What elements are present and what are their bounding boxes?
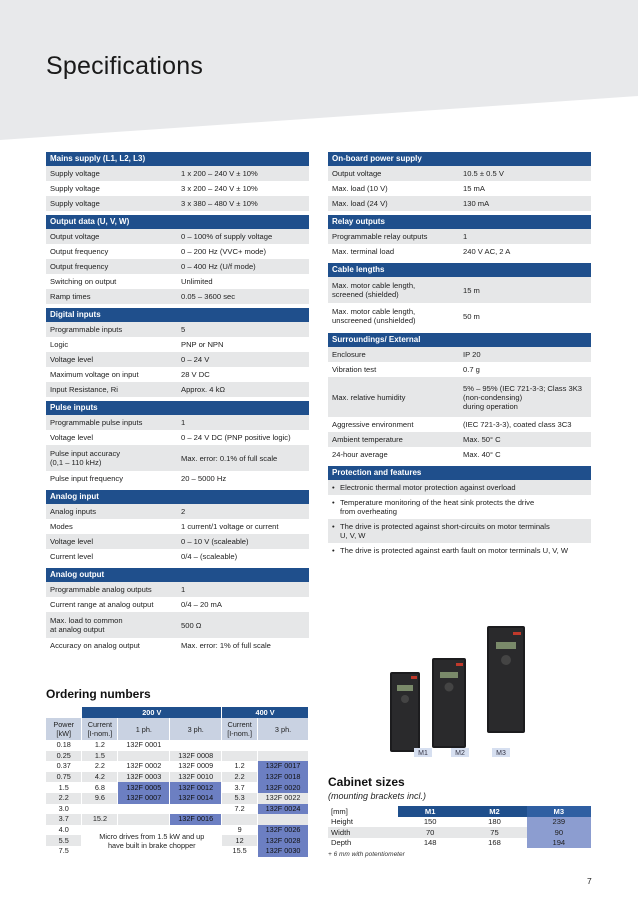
spec-row (46, 415, 309, 430)
ordering-cell (170, 804, 222, 815)
ordering-cell: 0.37 (46, 761, 82, 772)
ordering-cell: 3.7 (46, 814, 82, 825)
cabinet-dimension-value: 194 (527, 838, 591, 849)
ordering-cell: 132F 0007 (118, 793, 170, 804)
spec-value: 1 (177, 582, 309, 597)
cabinet-dimension-value: 70 (398, 827, 462, 838)
cabinet-dimension-value: 148 (398, 838, 462, 849)
spec-label: Ramp times (46, 289, 177, 304)
spec-row (328, 447, 591, 462)
section-header-protection-and-features: Protection and features (328, 466, 591, 480)
spec-label: Maximum voltage on input (46, 367, 177, 382)
spec-row (46, 534, 309, 549)
spec-row (46, 181, 309, 196)
voltage-400-header: 400 V (222, 707, 309, 718)
spec-row (46, 612, 309, 638)
spec-value: Approx. 4 kΩ (177, 382, 309, 397)
ordering-cell (118, 814, 170, 825)
spec-row (328, 417, 591, 432)
spec-value: 0.05 – 3600 sec (177, 289, 309, 304)
ordering-cell: 132F 0002 (118, 761, 170, 772)
spec-value: Max. error: 0.1% of full scale (177, 445, 309, 471)
spec-value: 3 x 380 – 480 V ± 10% (177, 196, 309, 211)
spec-row (46, 352, 309, 367)
spec-label: Aggressive environment (328, 417, 459, 432)
ordering-cell (118, 804, 170, 815)
spec-row (328, 277, 591, 303)
spec-label: Programmable relay outputs (328, 229, 459, 244)
cabinet-dimension-value: 180 (462, 817, 526, 828)
ordering-cell (258, 740, 309, 751)
spec-label: Max. motor cable length, unscreened (unshielded) (328, 303, 459, 329)
spec-label: Max. load (24 V) (328, 196, 459, 211)
cabinet-title: Cabinet sizes (328, 775, 405, 789)
ordering-cell: 2.2 (46, 793, 82, 804)
current-400-header: Current [I-nom.] (222, 718, 258, 740)
ordering-row (46, 793, 309, 804)
ordering-row (46, 751, 309, 762)
ordering-cell: 132F 0008 (170, 751, 222, 762)
spec-label: Max. motor cable length, screened (shielded) (328, 277, 459, 303)
spec-row (328, 377, 591, 417)
ordering-cell (222, 751, 258, 762)
ordering-cell: 1.5 (82, 751, 118, 762)
spec-label: Voltage level (46, 352, 177, 367)
ordering-cell: 9 (222, 825, 258, 836)
ordering-cell (258, 814, 309, 825)
ordering-cell: 1.5 (46, 782, 82, 793)
spec-label: Enclosure (328, 347, 459, 362)
spec-value: 0/4 – (scaleable) (177, 549, 309, 564)
spec-row (46, 382, 309, 397)
spec-value: Unlimited (177, 274, 309, 289)
spec-row (328, 303, 591, 329)
spec-table-surroundings-external (328, 347, 591, 462)
spec-label: Output frequency (46, 244, 177, 259)
power-header: Power [kW] (46, 718, 82, 740)
spec-value: Max. 40° C (459, 447, 591, 462)
spec-value: 0 – 400 Hz (U/f mode) (177, 259, 309, 274)
spec-table-pulse-inputs (46, 415, 309, 486)
product-images (388, 624, 538, 764)
spec-label: Modes (46, 519, 177, 534)
spec-label: Max. load to common at analog output (46, 612, 177, 638)
ordering-cell (82, 804, 118, 815)
ordering-cell: 132F 0012 (170, 782, 222, 793)
spec-value: 5 (177, 322, 309, 337)
spec-label: Supply voltage (46, 166, 177, 181)
ordering-cell: 0.18 (46, 740, 82, 751)
ordering-row (46, 782, 309, 793)
spec-label: Programmable analog outputs (46, 582, 177, 597)
spec-label: Max. relative humidity (328, 377, 459, 417)
ordering-cell: 1.2 (222, 761, 258, 772)
ordering-cell (222, 740, 258, 751)
spec-label: Switching on output (46, 274, 177, 289)
cabinet-row (328, 817, 591, 828)
spec-label: Output frequency (46, 259, 177, 274)
spec-label: Max. load (10 V) (328, 181, 459, 196)
three-phase-header: 3 ph. (170, 718, 222, 740)
spec-value: 0.7 g (459, 362, 591, 377)
label-m3: M3 (496, 750, 506, 757)
spec-label: Pulse input frequency (46, 471, 177, 486)
ordering-row (46, 761, 309, 772)
spec-value: 0 – 24 V DC (PNP positive logic) (177, 430, 309, 445)
spec-row (46, 445, 309, 471)
spec-value: PNP or NPN (177, 337, 309, 352)
spec-table-cable-lengths (328, 277, 591, 329)
cabinet-note: + 6 mm with potentiometer (328, 851, 405, 858)
spec-label: 24-hour average (328, 447, 459, 462)
ordering-cell: 7.2 (222, 804, 258, 815)
cabinet-subtitle: (mounting brackets incl.) (328, 791, 427, 801)
spec-row (328, 181, 591, 196)
ordering-cell: 132F 0020 (258, 782, 309, 793)
spec-value: 240 V AC, 2 A (459, 244, 591, 259)
spec-row (46, 166, 309, 181)
spec-table-digital-inputs (46, 322, 309, 397)
spec-label: Logic (46, 337, 177, 352)
section-header-analog-input: Analog input (46, 490, 309, 504)
spec-row (46, 638, 309, 653)
ordering-cell: 9.6 (82, 793, 118, 804)
cabinet-dimension-value: 90 (527, 827, 591, 838)
protection-item: • The drive is protected against earth fault on motor terminals U, V, W (328, 543, 591, 558)
ordering-cell: 132F 0028 (258, 835, 309, 846)
spec-label: Voltage level (46, 534, 177, 549)
spec-value: 10.5 ± 0.5 V (459, 166, 591, 181)
spec-value: IP 20 (459, 347, 591, 362)
spec-value: 1 (177, 415, 309, 430)
spec-row (46, 244, 309, 259)
spec-row (46, 289, 309, 304)
spec-label: Accuracy on analog output (46, 638, 177, 653)
section-header-analog-output: Analog output (46, 568, 309, 582)
spec-row (46, 259, 309, 274)
spec-row (46, 367, 309, 382)
voltage-200-header: 200 V (82, 707, 222, 718)
protection-item: • Electronic thermal motor protection against overload (328, 480, 591, 495)
cabinet-header-m3: M3 (527, 806, 591, 817)
left-spec-column (46, 152, 309, 653)
ordering-cell: 4.0 (46, 825, 82, 836)
spec-table-on-board-power-supply (328, 166, 591, 211)
spec-row (328, 362, 591, 377)
section-header-digital-inputs: Digital inputs (46, 308, 309, 322)
section-header-pulse-inputs: Pulse inputs (46, 401, 309, 415)
spec-table-mains-supply-l1-l2-l3 (46, 166, 309, 211)
page-title: Specifications (46, 52, 204, 80)
spec-table-analog-output (46, 582, 309, 653)
ordering-cell: 15.5 (222, 846, 258, 857)
section-header-output-data-u-v-w: Output data (U, V, W) (46, 215, 309, 229)
spec-table-analog-input (46, 504, 309, 564)
current-header: Current [I-nom.] (82, 718, 118, 740)
ordering-cell: 132F 0026 (258, 825, 309, 836)
cabinet-dimension-value: 168 (462, 838, 526, 849)
ordering-cell: 7.5 (46, 846, 82, 857)
ordering-cell: 132F 0024 (258, 804, 309, 815)
cabinet-header-m2: M2 (462, 806, 526, 817)
single-phase-header: 1 ph. (118, 718, 170, 740)
spec-value: 0 – 10 V (scaleable) (177, 534, 309, 549)
spec-row (46, 337, 309, 352)
ordering-cell: 132F 0005 (118, 782, 170, 793)
ordering-cell: 132F 0014 (170, 793, 222, 804)
spec-label: Programmable inputs (46, 322, 177, 337)
cabinet-header-m1: M1 (398, 806, 462, 817)
spec-label: Pulse input accuracy (0,1 – 110 kHz) (46, 445, 177, 471)
spec-value: 1 (459, 229, 591, 244)
spec-value: Max. error: 1% of full scale (177, 638, 309, 653)
ordering-cell: 0.75 (46, 772, 82, 783)
cabinet-dimension-label: Height (328, 817, 398, 828)
cabinet-dimension-label: Width (328, 827, 398, 838)
ordering-cell: 132F 0022 (258, 793, 309, 804)
spec-row (46, 322, 309, 337)
ordering-cell (258, 751, 309, 762)
spec-value: (IEC 721-3-3), coated class 3C3 (459, 417, 591, 432)
ordering-cell: 132F 0017 (258, 761, 309, 772)
spec-row (46, 430, 309, 445)
spec-row (328, 196, 591, 211)
ordering-cell: 15.2 (82, 814, 118, 825)
ordering-cell: 132F 0018 (258, 772, 309, 783)
ordering-table (46, 707, 309, 857)
ordering-cell: 132F 0001 (118, 740, 170, 751)
ordering-cell: 3.0 (46, 804, 82, 815)
ordering-cell: 4.2 (82, 772, 118, 783)
spec-value: 50 m (459, 303, 591, 329)
ordering-row (46, 804, 309, 815)
ordering-title: Ordering numbers (46, 687, 151, 701)
label-m1: M1 (418, 750, 428, 757)
ordering-cell: 132F 0030 (258, 846, 309, 857)
spec-value: 1 current/1 voltage or current (177, 519, 309, 534)
spec-label: Output voltage (46, 229, 177, 244)
spec-label: Voltage level (46, 430, 177, 445)
cabinet-dimension-value: 239 (527, 817, 591, 828)
spec-label: Programmable pulse inputs (46, 415, 177, 430)
ordering-cell: 5.5 (46, 835, 82, 846)
spec-label: Supply voltage (46, 196, 177, 211)
spec-table-relay-outputs (328, 229, 591, 259)
ordering-row (46, 772, 309, 783)
spec-value: 0/4 – 20 mA (177, 597, 309, 612)
ordering-cell: 132F 0010 (170, 772, 222, 783)
spec-value: 28 V DC (177, 367, 309, 382)
spec-row (46, 549, 309, 564)
protection-list (328, 480, 591, 558)
section-header-mains-supply-l1-l2-l3: Mains supply (L1, L2, L3) (46, 152, 309, 166)
cabinet-dimension-value: 150 (398, 817, 462, 828)
ordering-row (46, 814, 309, 825)
spec-value: 2 (177, 504, 309, 519)
spec-row (328, 244, 591, 259)
ordering-row (46, 740, 309, 751)
cabinet-unit: [mm] (328, 806, 398, 817)
ordering-cell (222, 814, 258, 825)
spec-label: Max. terminal load (328, 244, 459, 259)
spec-value: 130 mA (459, 196, 591, 211)
spec-value: 15 m (459, 277, 591, 303)
cabinet-row (328, 838, 591, 849)
ordering-cell (118, 751, 170, 762)
spec-value: 15 mA (459, 181, 591, 196)
spec-row (46, 582, 309, 597)
ordering-cell: 6.8 (82, 782, 118, 793)
right-spec-column (328, 152, 591, 558)
spec-row (328, 347, 591, 362)
ordering-cell: 132F 0016 (170, 814, 222, 825)
spec-value: 500 Ω (177, 612, 309, 638)
ordering-cell: 3.7 (222, 782, 258, 793)
spec-value: 0 – 24 V (177, 352, 309, 367)
spec-row (46, 229, 309, 244)
ordering-cell: 5.3 (222, 793, 258, 804)
ordering-cell (170, 740, 222, 751)
spec-label: Current range at analog output (46, 597, 177, 612)
three-phase-400-header: 3 ph. (258, 718, 309, 740)
label-m2: M2 (455, 750, 465, 757)
protection-item: • The drive is protected against short-circuits on motor terminals U, V, W (328, 519, 591, 543)
brake-chopper-note: Micro drives from 1.5 kW and up have built in brake chopper (82, 825, 222, 857)
spec-value: Max. 50° C (459, 432, 591, 447)
section-header-surroundings-external: Surroundings/ External (328, 333, 591, 347)
spec-label: Ambient temperature (328, 432, 459, 447)
spec-row (46, 597, 309, 612)
spec-row (328, 432, 591, 447)
ordering-cell: 0.25 (46, 751, 82, 762)
spec-row (46, 196, 309, 211)
spec-label: Input Resistance, Ri (46, 382, 177, 397)
cabinet-row (328, 827, 591, 838)
spec-value: 1 x 200 – 240 V ± 10% (177, 166, 309, 181)
page-number: 7 (587, 876, 592, 886)
spec-row (328, 229, 591, 244)
spec-table-output-data-u-v-w (46, 229, 309, 304)
section-header-on-board-power-supply: On-board power supply (328, 152, 591, 166)
ordering-cell: 1.2 (82, 740, 118, 751)
spec-value: 0 – 200 Hz (VVC+ mode) (177, 244, 309, 259)
spec-row (46, 471, 309, 486)
spec-row (46, 504, 309, 519)
spec-label: Supply voltage (46, 181, 177, 196)
ordering-cell: 132F 0009 (170, 761, 222, 772)
ordering-cell: 132F 0003 (118, 772, 170, 783)
section-header-relay-outputs: Relay outputs (328, 215, 591, 229)
spec-row (46, 274, 309, 289)
ordering-cell: 2.2 (82, 761, 118, 772)
spec-value: 20 – 5000 Hz (177, 471, 309, 486)
ordering-row (46, 825, 309, 836)
cabinet-dimension-value: 75 (462, 827, 526, 838)
spec-label: Vibration test (328, 362, 459, 377)
spec-row (328, 166, 591, 181)
spec-value: 5% – 95% (IEC 721-3-3; Class 3K3 (non-condensing) during operation (459, 377, 591, 417)
spec-value: 3 x 200 – 240 V ± 10% (177, 181, 309, 196)
section-header-cable-lengths: Cable lengths (328, 263, 591, 277)
ordering-cell: 12 (222, 835, 258, 846)
cabinet-dimension-label: Depth (328, 838, 398, 849)
ordering-cell: 2.2 (222, 772, 258, 783)
protection-item: • Temperature monitoring of the heat sink protects the drive from overheating (328, 495, 591, 519)
cabinet-table (328, 806, 591, 848)
spec-label: Analog inputs (46, 504, 177, 519)
spec-row (46, 519, 309, 534)
spec-label: Output voltage (328, 166, 459, 181)
spec-value: 0 – 100% of supply voltage (177, 229, 309, 244)
spec-label: Current level (46, 549, 177, 564)
